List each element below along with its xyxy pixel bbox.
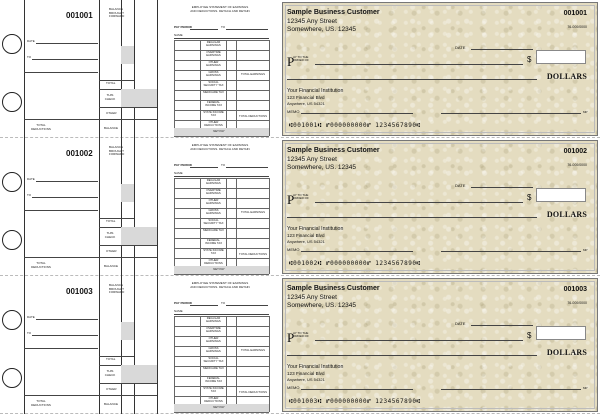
ledger-label: FEDERAL INCOME TAX xyxy=(204,376,223,383)
routing-fraction: 76-000/0000 xyxy=(567,25,587,29)
micr-line: ⑆001001⑆ ⑈000000000⑈ 1234567890⑆ xyxy=(289,122,421,129)
dollars-label: DOLLARS xyxy=(546,210,587,219)
check-number: 001003 xyxy=(563,286,587,293)
stub-date-label: DATE xyxy=(27,39,35,43)
pay-letter: P xyxy=(287,330,295,345)
ledger-row-line xyxy=(174,274,269,275)
ledger-label: OVERTIME EARNINGS xyxy=(206,326,221,333)
net-pay-label: NET PAY xyxy=(213,405,225,409)
date-line[interactable] xyxy=(471,187,533,188)
employee-name-label: NAME xyxy=(174,309,183,313)
stub-date-label: DATE xyxy=(27,315,35,319)
ledger-column-line xyxy=(174,316,175,412)
ledger-label: REGULAR EARNINGS xyxy=(206,316,221,323)
ledger-label: OTHER DEDUCTIONS xyxy=(204,258,223,265)
total-earnings-label: TOTAL EARNINGS xyxy=(240,72,266,76)
stub-total-deductions-label: TOTAL DEDUCTIONS xyxy=(31,261,51,269)
net-pay-label: NET PAY xyxy=(213,267,225,271)
employee-statement-header: EMPLOYEE STATEMENT OF EARNINGS AND DEDUCTIONS. DETACH AND RETAIN xyxy=(190,143,250,151)
pay-letter: P xyxy=(287,192,295,207)
ledger-column-line xyxy=(200,40,201,128)
ledger-column-line xyxy=(174,40,175,136)
date-label: DATE xyxy=(455,321,466,326)
stub-this-check-label: THIS CHECK xyxy=(104,369,116,377)
ledger-label: MEDICARE TAX xyxy=(203,90,224,94)
memo-label: MEMO xyxy=(287,109,300,114)
earnings-ledger xyxy=(174,178,269,274)
balance-brought-forward-label: BALANCE BROUGHT FORWARD xyxy=(109,145,125,157)
ledger-label: FEDERAL INCOME TAX xyxy=(204,100,223,107)
bank-address1: 123 Financial Blvd xyxy=(287,233,325,238)
ledger-label: OTHER EARNINGS xyxy=(206,60,221,67)
memo-label: MEMO xyxy=(287,247,300,252)
bank-address1: 123 Financial Blvd xyxy=(287,371,325,376)
ledger-column-line xyxy=(269,40,270,136)
ledger-label: OTHER DEDUCTIONS xyxy=(204,120,223,127)
stub-total-label: TOTAL xyxy=(106,81,116,85)
pay-period-to-label: TO xyxy=(221,301,226,305)
business-address-line1: 12345 Any Street xyxy=(287,18,337,25)
ledger-label: OVERTIME EARNINGS xyxy=(206,50,221,57)
check-row xyxy=(0,276,600,414)
balance-brought-forward-label: BALANCE BROUGHT FORWARD xyxy=(109,283,125,295)
micr-line: ⑆001002⑆ ⑈000000000⑈ 1234567890⑆ xyxy=(289,260,421,267)
ledger-column-line xyxy=(269,178,270,274)
pay-to-label: AY TO THE ORDER OF xyxy=(293,331,309,339)
ledger-label: OTHER EARNINGS xyxy=(206,336,221,343)
pay-period-to-label: TO xyxy=(221,25,226,29)
business-check xyxy=(282,2,598,136)
memo-line[interactable] xyxy=(301,113,413,114)
routing-fraction: 76-000/0000 xyxy=(567,301,587,305)
written-amount-line[interactable] xyxy=(287,355,537,356)
business-address-line2: Somewhere, US. 12345 xyxy=(287,164,357,171)
bank-name: Your Financial Institution xyxy=(287,88,344,94)
ledger-label: OTHER DEDUCTIONS xyxy=(204,396,223,403)
ledger-label: GROSS EARNINGS xyxy=(206,70,221,77)
ledger-column-line xyxy=(226,178,227,266)
ledger-label: STATE INCOME TAX xyxy=(203,110,224,117)
stub-check-number: 001003 xyxy=(66,287,93,296)
date-label: DATE xyxy=(455,183,466,188)
business-check xyxy=(282,140,598,274)
ledger-column-line xyxy=(200,316,201,404)
binder-hole-icon xyxy=(2,230,22,250)
routing-fraction: 76-000/0000 xyxy=(567,163,587,167)
ledger-column-line xyxy=(269,316,270,412)
binder-hole-icon xyxy=(2,368,22,388)
ledger-label: SOCIAL SECURITY TAX xyxy=(203,218,224,225)
date-line[interactable] xyxy=(471,325,533,326)
business-address-line2: Somewhere, US. 12345 xyxy=(287,26,357,33)
net-pay-label: NET PAY xyxy=(213,129,225,133)
bank-address2: Anywhere, US 54321 xyxy=(287,239,325,244)
dollar-sign: $ xyxy=(527,193,532,202)
check-stub xyxy=(0,0,280,138)
micr-line: ⑆001003⑆ ⑈000000000⑈ 1234567890⑆ xyxy=(289,398,421,405)
ledger-row-line xyxy=(174,136,269,137)
employee-name-label: NAME xyxy=(174,33,183,37)
dollar-sign: $ xyxy=(527,55,532,64)
ledger-label: REGULAR EARNINGS xyxy=(206,40,221,47)
stub-this-check-label: THIS CHECK xyxy=(104,93,116,101)
amount-box[interactable] xyxy=(536,326,586,340)
amount-box[interactable] xyxy=(536,188,586,202)
binder-hole-icon xyxy=(2,310,22,330)
pay-period-label: PAY PERIOD xyxy=(174,25,192,29)
check-row xyxy=(0,0,600,138)
ledger-column-line xyxy=(236,178,237,266)
total-earnings-label: TOTAL EARNINGS xyxy=(240,210,266,214)
total-deductions-label: TOTAL DEDUCTIONS xyxy=(239,390,267,394)
ledger-label: FEDERAL INCOME TAX xyxy=(204,238,223,245)
ledger-label: GROSS EARNINGS xyxy=(206,346,221,353)
pay-letter: P xyxy=(287,54,295,69)
stub-to-label: TO xyxy=(27,331,32,335)
dollar-sign: $ xyxy=(527,331,532,340)
ledger-label: STATE INCOME TAX xyxy=(203,386,224,393)
date-line[interactable] xyxy=(471,49,533,50)
memo-line[interactable] xyxy=(301,251,413,252)
business-name: Sample Business Customer xyxy=(287,285,380,292)
ledger-label: MEDICARE TAX xyxy=(203,366,224,370)
bank-address2: Anywhere, US 54321 xyxy=(287,101,325,106)
bank-address1: 123 Financial Blvd xyxy=(287,95,325,100)
binder-hole-icon xyxy=(2,172,22,192)
bank-name: Your Financial Institution xyxy=(287,364,344,370)
memo-label: MEMO xyxy=(287,385,300,390)
pay-period-label: PAY PERIOD xyxy=(174,301,192,305)
balance-brought-forward-label: BALANCE BROUGHT FORWARD xyxy=(109,7,125,19)
date-label: DATE xyxy=(455,45,466,50)
dollars-label: DOLLARS xyxy=(546,348,587,357)
business-address-line1: 12345 Any Street xyxy=(287,156,337,163)
stub-total-deductions-label: TOTAL DEDUCTIONS xyxy=(31,123,51,131)
dollars-label: DOLLARS xyxy=(546,72,587,81)
stub-check-number: 001002 xyxy=(66,149,93,158)
ledger-column-line xyxy=(226,40,227,128)
stub-this-check-label: THIS CHECK xyxy=(104,231,116,239)
employee-statement-header: EMPLOYEE STATEMENT OF EARNINGS AND DEDUCTIONS. DETACH AND RETAIN xyxy=(190,5,250,13)
pay-to-label: AY TO THE ORDER OF xyxy=(293,193,309,201)
stub-total-deductions-label: TOTAL DEDUCTIONS xyxy=(31,399,51,407)
stub-balance-label: BALANCE xyxy=(104,264,119,268)
pay-period-to-label: TO xyxy=(221,163,226,167)
business-address-line1: 12345 Any Street xyxy=(287,294,337,301)
signature-line[interactable] xyxy=(441,389,581,390)
bank-name: Your Financial Institution xyxy=(287,226,344,232)
stub-total-label: TOTAL xyxy=(106,357,116,361)
stub-balance-label: BALANCE xyxy=(104,402,119,406)
employee-name-label: NAME xyxy=(174,171,183,175)
pay-to-label: AY TO THE ORDER OF xyxy=(293,55,309,63)
pay-period-label: PAY PERIOD xyxy=(174,163,192,167)
stub-check-number: 001001 xyxy=(66,11,93,20)
ledger-label: GROSS EARNINGS xyxy=(206,208,221,215)
amount-box[interactable] xyxy=(536,50,586,64)
bank-address2: Anywhere, US 54321 xyxy=(287,377,325,382)
business-name: Sample Business Customer xyxy=(287,9,380,16)
binder-hole-icon xyxy=(2,34,22,54)
mp-label: MP xyxy=(583,110,588,114)
payee-line[interactable] xyxy=(315,202,523,203)
binder-hole-icon xyxy=(2,92,22,112)
ledger-column-line xyxy=(174,178,175,274)
ledger-column-line xyxy=(226,316,227,404)
stub-other-label: OTHER xyxy=(106,249,117,253)
check-stub xyxy=(0,138,280,276)
signature-line[interactable] xyxy=(441,113,581,114)
business-name: Sample Business Customer xyxy=(287,147,380,154)
total-earnings-label: TOTAL EARNINGS xyxy=(240,348,266,352)
payee-line[interactable] xyxy=(315,340,523,341)
ledger-label: MEDICARE TAX xyxy=(203,228,224,232)
check-row xyxy=(0,138,600,276)
ledger-label: OTHER EARNINGS xyxy=(206,198,221,205)
stub-balance-label: BALANCE xyxy=(104,126,119,130)
signature-line[interactable] xyxy=(441,251,581,252)
stub-other-label: OTHER xyxy=(106,387,117,391)
check-stub xyxy=(0,276,280,414)
payee-line[interactable] xyxy=(315,64,523,65)
written-amount-line[interactable] xyxy=(287,79,537,80)
total-deductions-label: TOTAL DEDUCTIONS xyxy=(239,114,267,118)
ledger-column-line xyxy=(236,316,237,404)
ledger-label: SOCIAL SECURITY TAX xyxy=(203,356,224,363)
earnings-ledger xyxy=(174,316,269,412)
written-amount-line[interactable] xyxy=(287,217,537,218)
stub-date-label: DATE xyxy=(27,177,35,181)
check-number: 001002 xyxy=(563,148,587,155)
memo-line[interactable] xyxy=(301,389,413,390)
ledger-row-line xyxy=(174,412,269,413)
employee-statement-header: EMPLOYEE STATEMENT OF EARNINGS AND DEDUCTIONS. DETACH AND RETAIN xyxy=(190,281,250,289)
business-address-line2: Somewhere, US. 12345 xyxy=(287,302,357,309)
stub-to-label: TO xyxy=(27,55,32,59)
ledger-label: SOCIAL SECURITY TAX xyxy=(203,80,224,87)
stub-other-label: OTHER xyxy=(106,111,117,115)
total-deductions-label: TOTAL DEDUCTIONS xyxy=(239,252,267,256)
ledger-column-line xyxy=(200,178,201,266)
stub-total-label: TOTAL xyxy=(106,219,116,223)
business-check xyxy=(282,278,598,412)
mp-label: MP xyxy=(583,386,588,390)
earnings-ledger xyxy=(174,40,269,136)
stub-to-label: TO xyxy=(27,193,32,197)
ledger-column-line xyxy=(236,40,237,128)
ledger-label: STATE INCOME TAX xyxy=(203,248,224,255)
mp-label: MP xyxy=(583,248,588,252)
check-number: 001001 xyxy=(563,10,587,17)
ledger-label: REGULAR EARNINGS xyxy=(206,178,221,185)
ledger-label: OVERTIME EARNINGS xyxy=(206,188,221,195)
